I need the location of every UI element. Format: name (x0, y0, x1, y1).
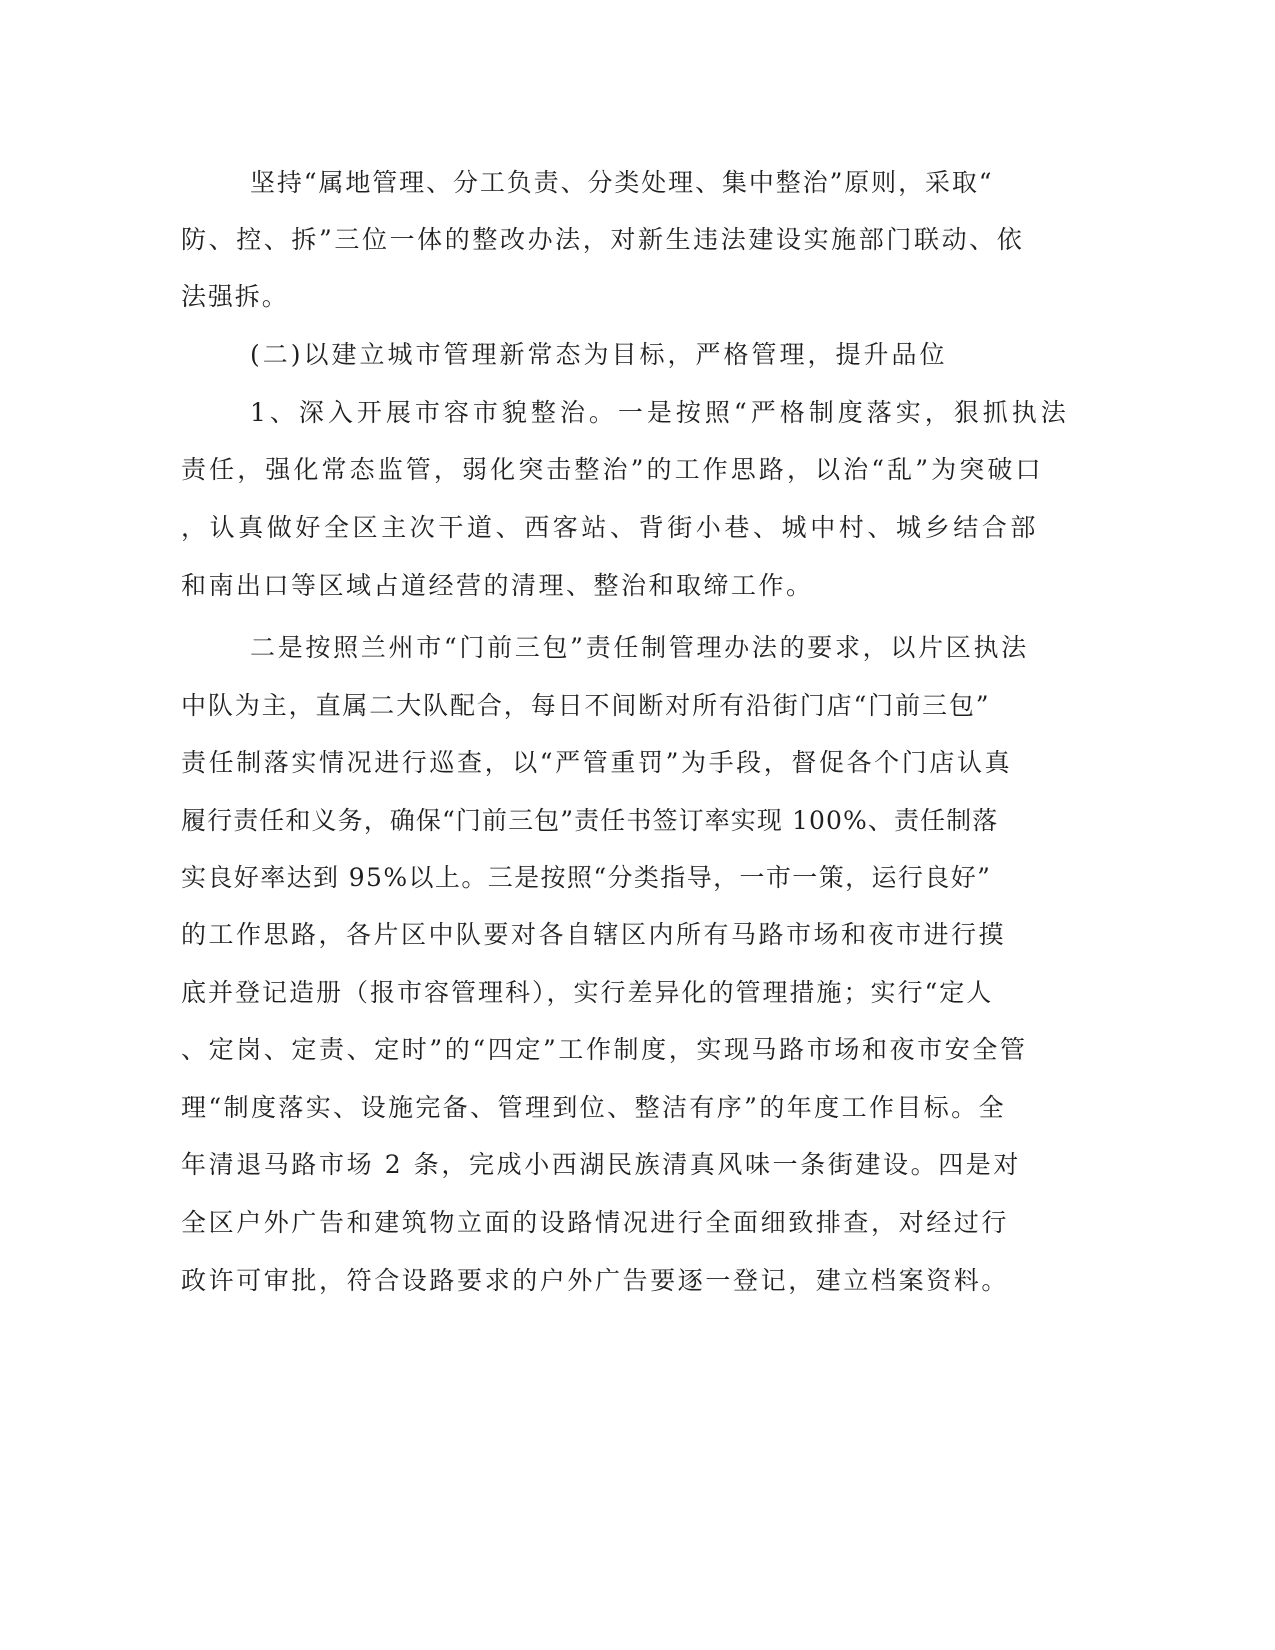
text-line: 的工作思路，各片区中队要对各自辖区内所有马路市场和夜市进行摸 (181, 920, 1007, 949)
text-line: 理“制度落实、设施完备、管理到位、整洁有序”的年度工作目标。全 (181, 1093, 1006, 1122)
text-line: 防、控、拆”三位一体的整改办法，对新生违法建设实施部门联动、依 (181, 225, 1025, 254)
text-line: 底并登记造册（报市容管理科），实行差异化的管理措施；实行“定人 (181, 978, 994, 1007)
text-line: 1、深入开展市容市貌整治。一是按照“严格制度落实，狠抓执法 (250, 398, 1070, 427)
text-line: 实良好率达到 95%以上。三是按照“分类指导，一市一策，运行良好” (181, 863, 992, 892)
text-line: 中队为主，直属二大队配合，每日不间断对所有沿街门店“门前三包” (181, 691, 991, 720)
text-line: 责任，强化常态监管，弱化突击整治”的工作思路，以治“乱”为突破口 (181, 455, 1044, 484)
text-line: 年清退马路市场 2 条，完成小西湖民族清真风味一条街建设。四是对 (181, 1150, 1022, 1179)
text-line: 履行责任和义务，确保“门前三包”责任书签订率实现 100%、责任制落 (181, 806, 999, 835)
text-line: 二是按照兰州市“门前三包”责任制管理办法的要求，以片区执法 (250, 633, 1029, 662)
section-heading: (二)以建立城市管理新常态为目标，严格管理，提升品位 (250, 340, 948, 369)
text-line: 全区户外广告和建筑物立面的设路情况进行全面细致排查，对经过行 (181, 1208, 1010, 1237)
text-line: 法强拆。 (181, 282, 289, 311)
text-line: 责任制落实情况进行巡查，以“严管重罚”为手段，督促各个门店认真 (181, 748, 1013, 777)
text-line: ，认真做好全区主次干道、西客站、背街小巷、城中村、城乡结合部 (181, 513, 1040, 542)
text-line: 坚持“属地管理、分工负责、分类处理、集中整治”原则，采取“ (250, 168, 994, 197)
text-line: 和南出口等区域占道经营的清理、整治和取缔工作。 (181, 571, 814, 600)
text-line: 、定岗、定责、定时”的“四定”工作制度，实现马路市场和夜市安全管 (181, 1035, 1028, 1064)
text-line: 政许可审批，符合设路要求的户外广告要逐一登记，建立档案资料。 (181, 1266, 1010, 1295)
